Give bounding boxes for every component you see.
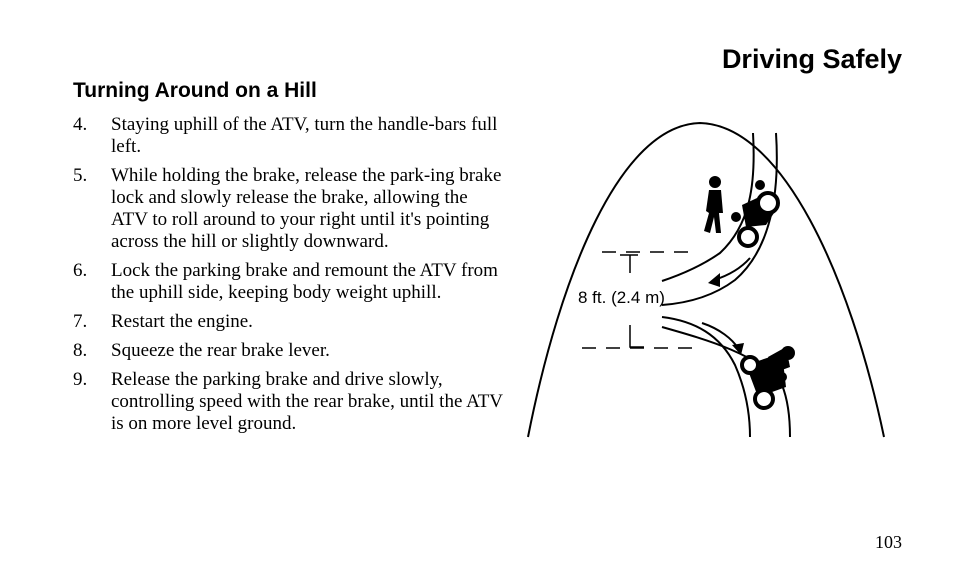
page-number: 103 [875,532,902,552]
section-title: Turning Around on a Hill [73,79,317,102]
dimension-bracket-bottom [630,325,644,347]
list-item [73,114,503,158]
step-text: While holding the brake, release the park-ing brake lock and slowly release the brake, allowing the ATV to roll around to your right until it's pointing across the hill or slightly downward. [111,165,502,252]
atv-upper-icon [731,180,778,246]
step-text: Squeeze the rear brake lever. [111,340,330,361]
step-number: 9. [73,369,88,390]
page-header-title: Driving Safely [721,44,902,74]
step-number: 8. [73,340,88,361]
step-text: Staying uphill of the ATV, turn the handle-bars full left. [111,114,498,157]
hill-turnaround-diagram [520,115,890,445]
list-item [73,369,503,435]
step-text: Release the parking brake and drive slowly, controlling speed with the rear brake, until the ATV is on more level ground. [111,369,503,434]
list-item [73,165,503,253]
list-item [73,311,503,333]
list-item [73,260,503,304]
step-number: 7. [73,311,88,332]
step-text: Lock the parking brake and remount the ATV from the uphill side, keeping body weight uphill. [111,260,498,303]
step-number: 4. [73,114,88,135]
hill-outline [528,123,884,437]
dimension-bracket-top [620,255,638,273]
step-text: Restart the engine. [111,311,253,332]
list-item [73,340,503,362]
step-number: 5. [73,165,88,186]
arrow-upper-head-icon [708,273,720,287]
dimension-label: 8 ft. (2.4 m) [578,288,665,307]
person-icon [704,176,723,233]
step-number: 6. [73,260,88,281]
steps-list [73,114,503,442]
path-bottom-left-edge [662,317,750,437]
